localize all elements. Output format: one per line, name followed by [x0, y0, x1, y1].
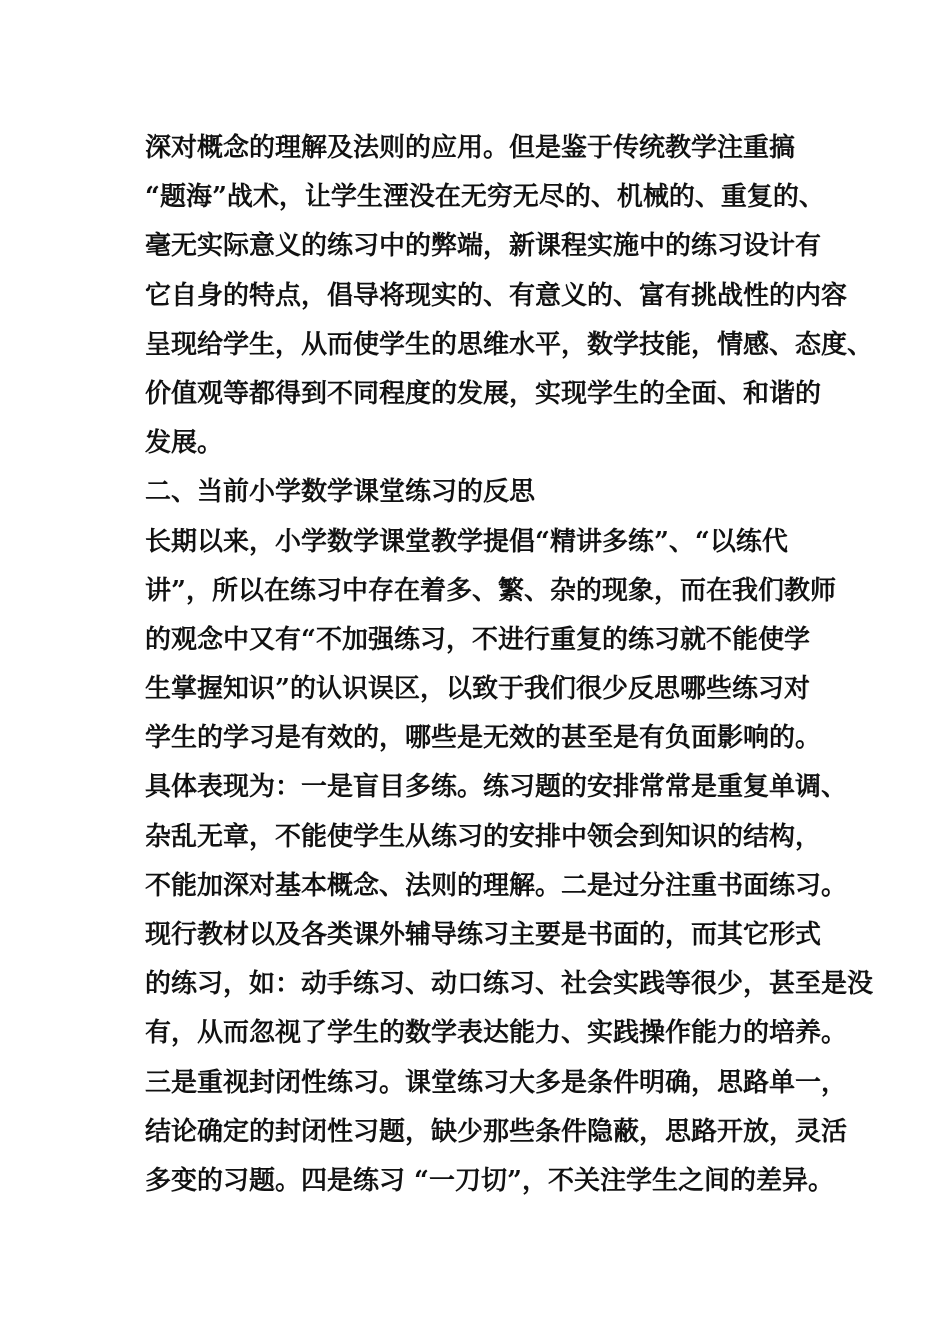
text-line: 杂乱无章，不能使学生从练习的安排中领会到知识的结构，: [145, 821, 822, 852]
text-line: 的观念中又有“不加强练习，不进行重复的练习就不能使学: [145, 624, 810, 655]
text-line: 生掌握知识”的认识误区，以致于我们很少反思哪些练习对: [145, 674, 810, 705]
text-line: 它自身的特点，倡导将现实的、有意义的、富有挑战性的内容: [145, 280, 848, 311]
section-heading: 二、当前小学数学课堂练习的反思: [145, 477, 536, 508]
text-line: 长期以来，小学数学课堂教学提倡“精讲多练”、“以练代: [145, 526, 788, 557]
text-line: 不能加深对基本概念、法则的理解。二是过分注重书面练习。: [145, 870, 848, 901]
text-line: 毫无实际意义的练习中的弊端，新课程实施中的练习设计有: [145, 231, 822, 262]
text-line: 讲”，所以在练习中存在着多、繁、杂的现象，而在我们教师: [145, 575, 836, 606]
body-text: [145, 124, 874, 1206]
text-line: 有，从而忽视了学生的数学表达能力、实践操作能力的培养。: [145, 1018, 848, 1049]
text-line: 的练习，如：动手练习、动口练习、社会实践等很少，甚至是没: [145, 969, 874, 1000]
text-line: 学生的学习是有效的，哪些是无效的甚至是有负面影响的。: [145, 723, 822, 754]
text-line: 深对概念的理解及法则的应用。但是鉴于传统教学注重搞: [145, 133, 796, 163]
text-line: 具体表现为：一是盲目多练。练习题的安排常常是重复单调、: [145, 772, 848, 803]
text-line: 现行教材以及各类课外辅导练习主要是书面的，而其它形式: [145, 920, 822, 950]
text-line: 发展。: [145, 428, 224, 459]
text-line: 呈现给学生，从而使学生的思维水平，数学技能，情感、态度、: [145, 329, 874, 360]
text-line: 多变的习题。四是练习 “一刀切”，不关注学生之间的差异。: [145, 1165, 834, 1196]
text-line: 价值观等都得到不同程度的发展，实现学生的全面、和谐的: [145, 378, 822, 409]
text-line: “题海”战术，让学生湮没在无穷无尽的、机械的、重复的、: [145, 182, 825, 213]
text-line: 结论确定的封闭性习题，缺少那些条件隐蔽，思路开放，灵活: [145, 1116, 848, 1147]
text-line: 三是重视封闭性练习。课堂练习大多是条件明确，思路单一，: [145, 1067, 848, 1098]
